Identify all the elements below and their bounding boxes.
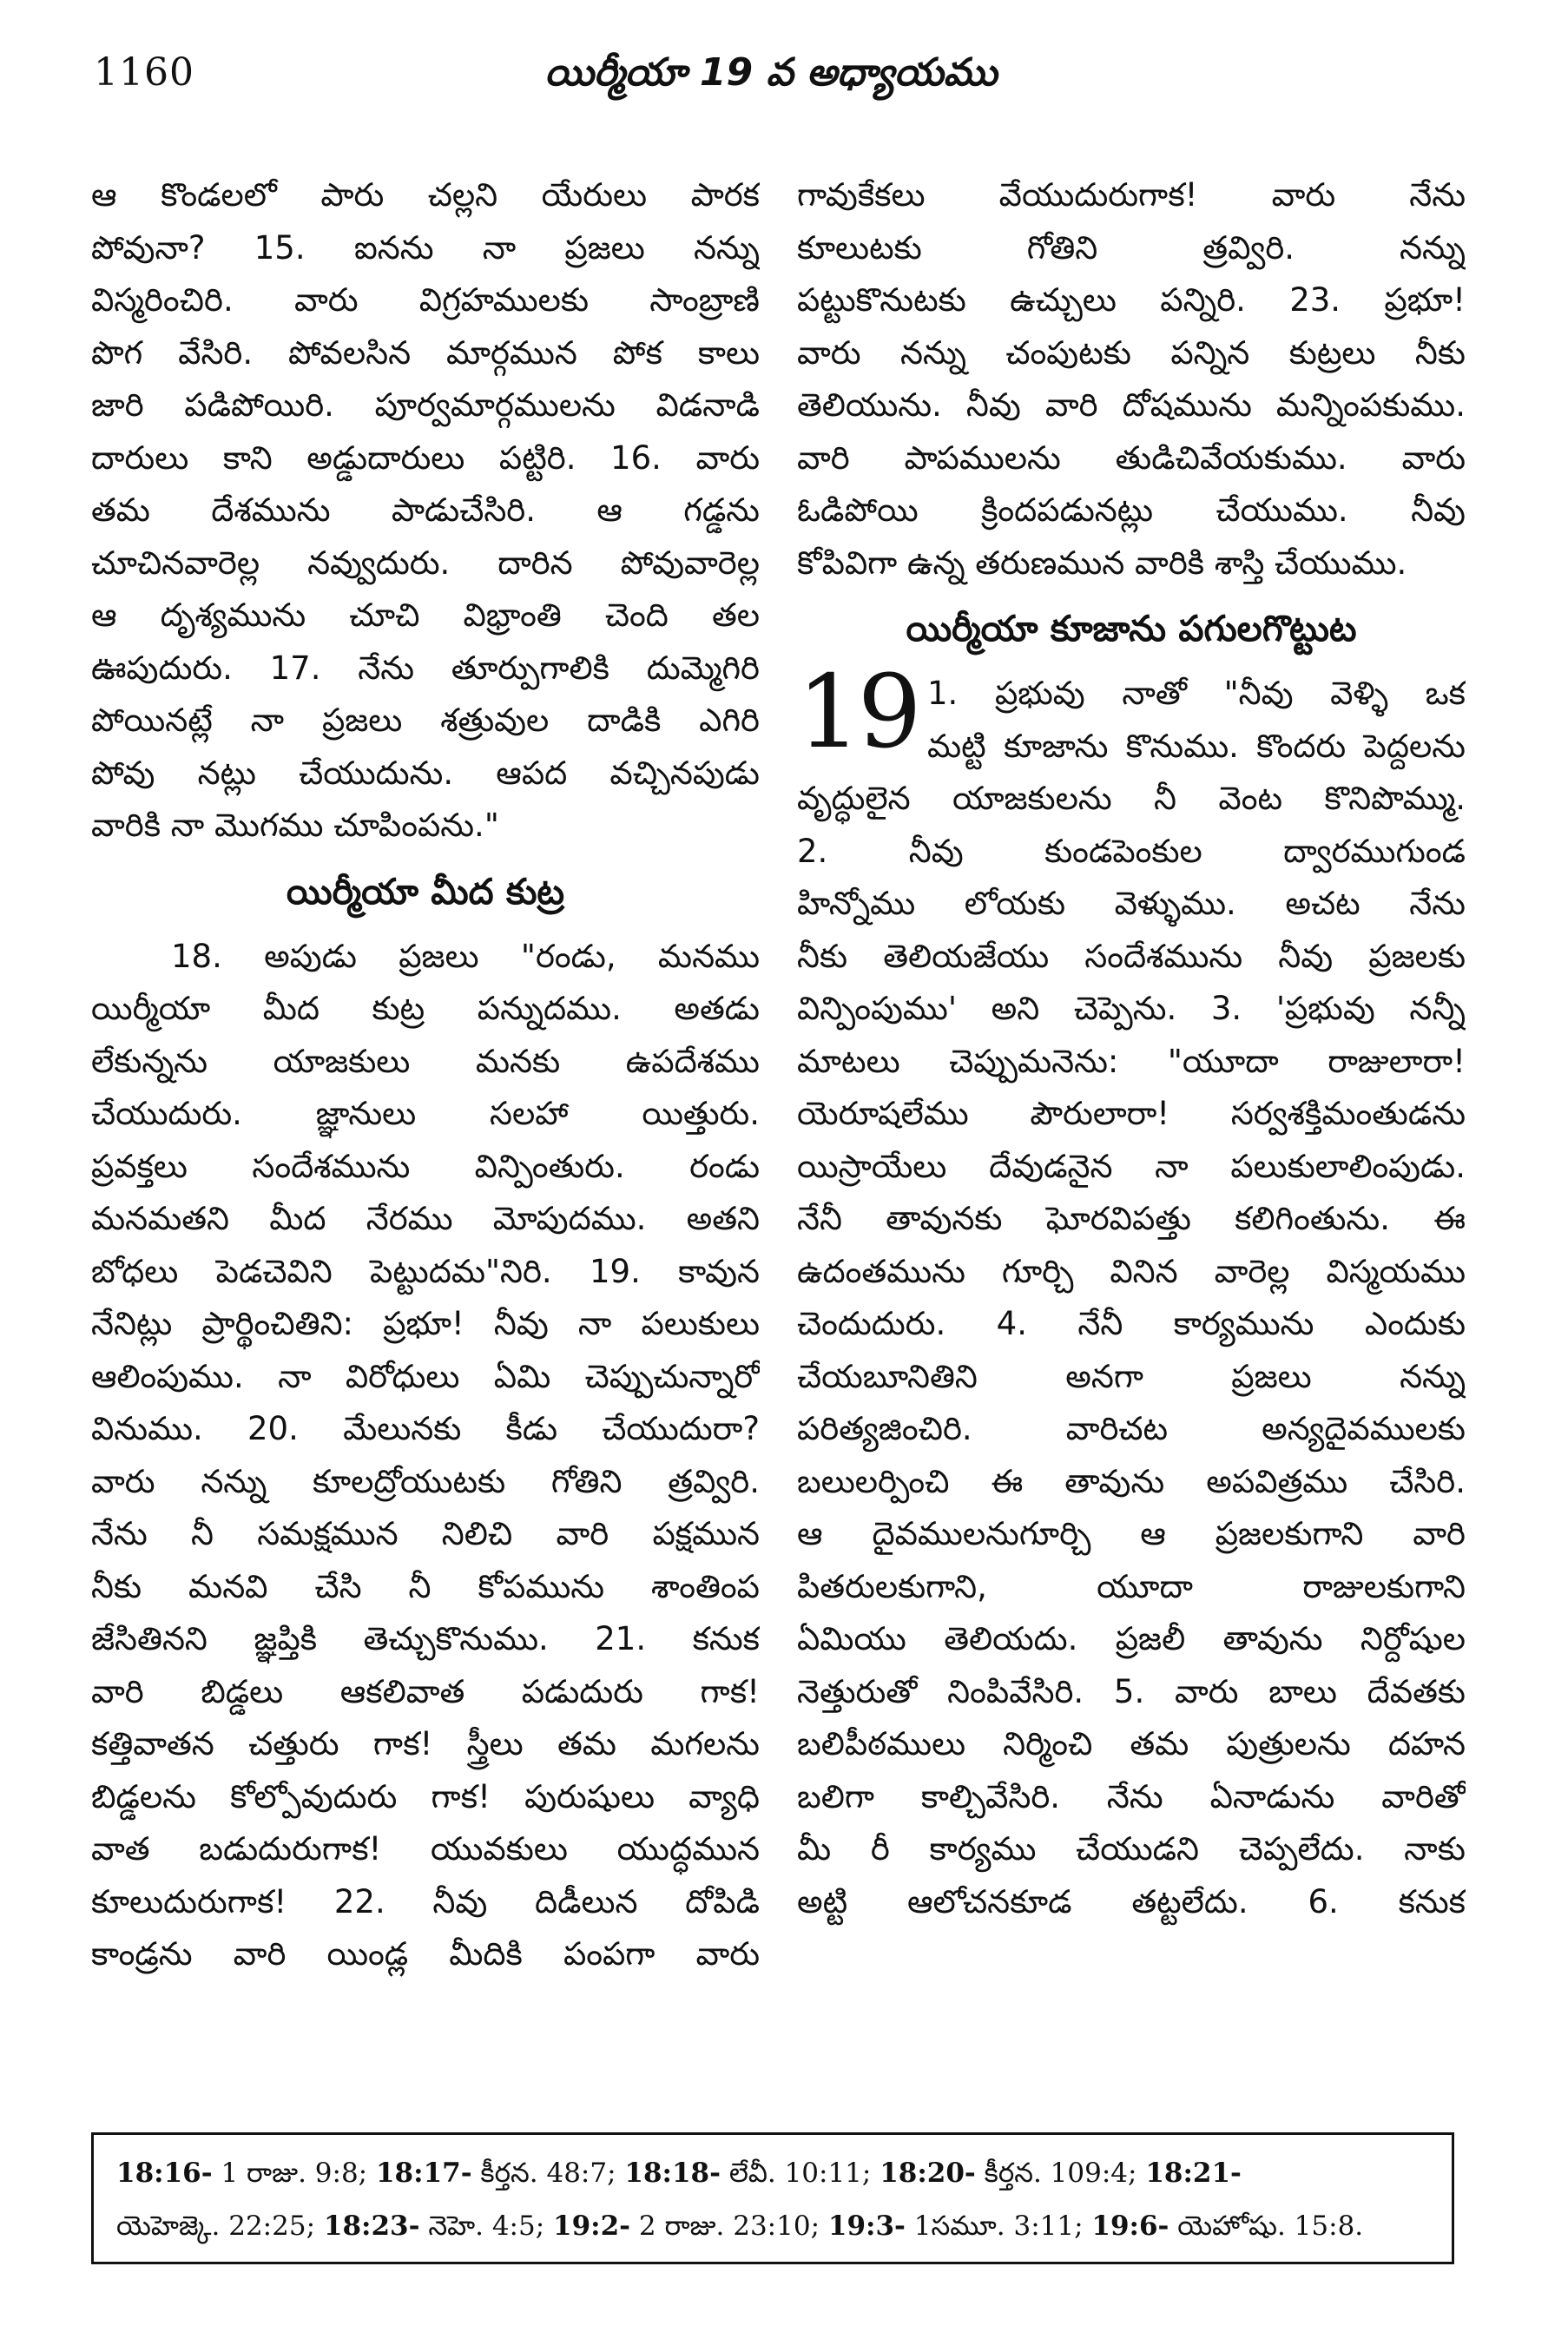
text-line: ఆ దైవములనుగూర్చి ఆ ప్రజలకుగాని వారి	[797, 1515, 1466, 1552]
footnote-citation: నెహె. 4:5;	[419, 2210, 554, 2242]
right-column	[797, 169, 1466, 1928]
footnote-citation: 1 రాజు. 9:8;	[212, 2158, 376, 2189]
footnote-reference: 19:6-	[1091, 2210, 1169, 2242]
text-line: దారులు కాని అడ్డుదారులు పట్టిరి. 16. వారు	[91, 438, 760, 477]
right-text-block-a	[797, 169, 1466, 590]
running-title: యిర్మీయా 19 వ అధ్యాయము	[544, 50, 998, 95]
footnote-citation: లేవీ. 10:11;	[720, 2158, 880, 2189]
right-text-block-b	[797, 773, 1466, 1928]
text-line: పరిత్యజించిరి. వారిచట అన్యదైవములకు	[797, 1410, 1466, 1447]
chapter-opening	[797, 654, 1466, 773]
footnote-reference: 19:2-	[553, 2210, 631, 2242]
text-line: నీకు తెలియజేయు సందేశమును నీవు ప్రజలకు	[797, 937, 1466, 975]
text-line: పోవునా? 15. ఐనను నా ప్రజలు నన్ను	[91, 228, 760, 267]
text-line: బలులర్పించి ఈ తావును అపవిత్రము చేసిరి.	[797, 1462, 1466, 1500]
left-text-block-a	[91, 169, 760, 853]
text-line: ప్రవక్తలు సందేశమును విన్పింతురు. రండు	[91, 1147, 760, 1185]
footnote-citation: 2 రాజు. 23:10;	[630, 2210, 828, 2242]
text-line: విన్పింపుము' అని చెప్పెను. 3. 'ప్రభువు నన్నీ	[797, 990, 1466, 1027]
text-line: మీ రీ కార్యము చేయుడని చెప్పలేదు. నాకు	[797, 1830, 1466, 1868]
text-line: బోధలు పెడచెవిని పెట్టుదమ"నిరి. 19. కావున	[91, 1252, 760, 1290]
footnote-reference: 18:16-	[116, 2158, 213, 2189]
footnote-citation: యెహోషు. 15:8.	[1169, 2210, 1364, 2242]
text-line: కత్తివాతన చత్తురు గాక! స్త్రీలు తమ మగలను	[91, 1725, 760, 1762]
text-line: పొగ వేసిరి. పోవలసిన మార్గమున పోక కాలు	[91, 333, 760, 372]
text-line: జేసితినని జ్ఞప్తికి తెచ్చుకొనుము. 21. కనుక	[91, 1620, 760, 1657]
text-line: అట్టి ఆలోచనకూడ తట్టలేదు. 6. కనుక	[797, 1882, 1466, 1920]
footnote-reference: 18:21-	[1145, 2158, 1242, 2189]
text-line: యిస్రాయేలు దేవుడనైన నా పలుకులాలింపుడు.	[797, 1147, 1466, 1185]
text-line: వాత బడుదురుగాక! యువకులు యుద్ధమున	[91, 1830, 760, 1868]
text-line: వారికి నా మొగము చూపింపను."	[91, 807, 499, 844]
text-line: విస్మరించిరి. వారు విగ్రహములకు సాంబ్రాణి	[91, 281, 760, 319]
text-line: చూచినవారెల్ల నవ్వుదురు. దారిన పోవువారెల్ల	[91, 544, 760, 582]
footnote-line-1	[116, 2147, 1429, 2200]
text-line: నేనీ తావునకు ఘోరవిపత్తు కలిగింతును. ఈ	[797, 1200, 1466, 1237]
text-line: చేయబూనితిని అనగా ప్రజలు నన్ను	[797, 1357, 1466, 1395]
text-line: చేయుదురు. జ్ఞానులు సలహా యిత్తురు.	[91, 1095, 760, 1132]
footnote-reference: 18:20-	[880, 2158, 976, 2189]
text-line: వారి బిడ్డలు ఆకలివాత పడుదురు గాక!	[91, 1672, 760, 1710]
text-line: కోపివిగా ఉన్న తరుణమున వారికి శాస్తి చేయుము.	[797, 544, 1407, 582]
footnote-reference: 19:3-	[827, 2210, 906, 2242]
section-heading-conspiracy: యిర్మీయా మీద కుట్ర	[286, 870, 565, 912]
text-line: నీకు మనవి చేసి నీ కోపమును శాంతింప	[91, 1567, 760, 1605]
text-line: ఆ కొండలలో పారు చల్లని యేరులు పారక	[91, 176, 760, 214]
text-line: ఊపుదురు. 17. నేను తూర్పుగాలికి దుమ్మెగిరి	[91, 649, 760, 687]
text-line: చెందుదురు. 4. నేనీ కార్యమును ఎందుకు	[797, 1305, 1466, 1342]
text-line: మట్టి కూజాను కొనుము. కొందరు పెద్దలను	[927, 727, 1466, 765]
text-line: కాండ్రను వారి యిండ్ల మీదికి పంపగా వారు	[91, 1935, 760, 1973]
text-line: వారి పాపములను తుడిచివేయకుము. వారు	[797, 438, 1466, 477]
text-line: జారి పడిపోయిరి. పూర్వమార్గములను విడనాడి	[91, 386, 760, 424]
text-line: 2. నీవు కుండపెంకుల ద్వారముగుండ	[797, 832, 1466, 870]
text-line: పోయినట్లే నా ప్రజలు శత్రువుల దాడికి ఎగిరి	[91, 702, 760, 739]
footnote-citation: యెహెజ్కె. 22:25;	[116, 2210, 324, 2242]
text-line: ఆలింపుము. నా విరోధులు ఏమి చెప్పుచున్నారో	[91, 1357, 760, 1395]
text-line: తెలియును. నీవు వారి దోషమును మన్నింపకుము.	[797, 386, 1466, 424]
text-line: కూలుటకు గోతిని త్రవ్విరి. నన్ను	[797, 228, 1466, 267]
text-line: వినుము. 20. మేలునకు కీడు చేయుదురా?	[91, 1410, 760, 1447]
text-line: ఓడిపోయి క్రిందపడునట్లు చేయుము. నీవు	[797, 491, 1466, 529]
left-column	[91, 169, 760, 1981]
text-line: తమ దేశమును పాడుచేసిరి. ఆ గడ్డను	[91, 491, 760, 529]
text-line: నేనిట్లు ప్రార్థించితిని: ప్రభూ! నీవు నా పలుకులు	[91, 1305, 760, 1342]
text-line: నేను నీ సమక్షమున నిలిచి వారి పక్షమున	[91, 1515, 760, 1552]
page-header	[94, 50, 1448, 111]
text-line: యెరూషలేము పౌరులారా! సర్వశక్తిమంతుడను	[797, 1095, 1466, 1132]
text-line: బలిగా కాల్చివేసిరి. నేను ఏనాడును వారితో	[797, 1777, 1466, 1815]
text-line: వారు నన్ను కూలద్రోయుటకు గోతిని త్రవ్విరి.	[91, 1462, 760, 1500]
footnote-citation: కీర్తన. 109:4;	[975, 2158, 1146, 2189]
text-line: మనమతని మీద నేరము మోపుదము. అతని	[91, 1200, 760, 1237]
footnote-line-2	[116, 2200, 1429, 2253]
text-line: 18. అపుడు ప్రజలు "రండు, మనము	[171, 937, 760, 975]
text-line: బలిపీఠములు నిర్మించి తమ పుత్రులను దహన	[797, 1725, 1466, 1762]
footnote-citation: 1సమూ. 3:11;	[905, 2210, 1092, 2242]
text-line: కూలుదురుగాక! 22. నీవు దిడీలున దోపిడి	[91, 1882, 760, 1920]
cross-reference-footnotes	[91, 2132, 1454, 2264]
text-line: లేకున్నను యాజకులు మనకు ఉపదేశము	[91, 1042, 760, 1080]
footnote-reference: 18:23-	[323, 2210, 420, 2242]
text-line: ఏమియు తెలియదు. ప్రజలీ తావును నిర్దోషుల	[797, 1620, 1466, 1657]
text-line: వారు నన్ను చంపుటకు పన్నిన కుట్రలు నీకు	[797, 333, 1466, 372]
text-line: బిడ్డలను కోల్పోవుదురు గాక! పురుషులు వ్యాధి	[91, 1777, 760, 1815]
footnote-reference: 18:18-	[624, 2158, 721, 2189]
footnote-reference: 18:17-	[375, 2158, 472, 2189]
text-line: మాటలు చెప్పుమనెను: "యూదా రాజులారా!	[797, 1042, 1466, 1080]
text-line: పితరులకుగాని, యూదా రాజులకుగాని	[797, 1567, 1466, 1605]
text-line: యిర్మీయా మీద కుట్ర పన్నుదము. అతడు	[91, 990, 760, 1027]
text-line: పట్టుకొనుటకు ఉచ్చులు పన్నిరి. 23. ప్రభూ!	[797, 281, 1466, 319]
page-number: 1160	[94, 50, 194, 95]
text-line: నెత్తురుతో నింపివేసిరి. 5. వారు బాలు దేవతకు	[797, 1672, 1466, 1710]
footnote-citation: కీర్తన. 48:7;	[471, 2158, 625, 2189]
text-line: గావుకేకలు వేయుదురుగాక! వారు నేను	[797, 176, 1466, 214]
left-text-block-b	[91, 931, 760, 1981]
text-line: వృద్ధులైన యాజకులను నీ వెంట కొనిపొమ్ము.	[797, 780, 1466, 817]
text-line: హిన్నోము లోయకు వెళ్ళుము. అచట నేను	[797, 885, 1466, 922]
text-line: ఉదంతమును గూర్చి వినిన వారెల్ల విస్మయము	[797, 1252, 1466, 1290]
chapter-number: 19	[797, 654, 919, 771]
section-heading-jar: యిర్మీయా కూజాను పగులగొట్టుట	[906, 608, 1357, 649]
text-line: 1. ప్రభువు నాతో "నీవు వెళ్ళి ఒక	[927, 675, 1466, 712]
text-line: పోవు నట్లు చేయుదును. ఆపద వచ్చినపుడు	[91, 754, 760, 792]
text-line: ఆ దృశ్యమును చూచి విభ్రాంతి చెంది తల	[91, 596, 760, 634]
